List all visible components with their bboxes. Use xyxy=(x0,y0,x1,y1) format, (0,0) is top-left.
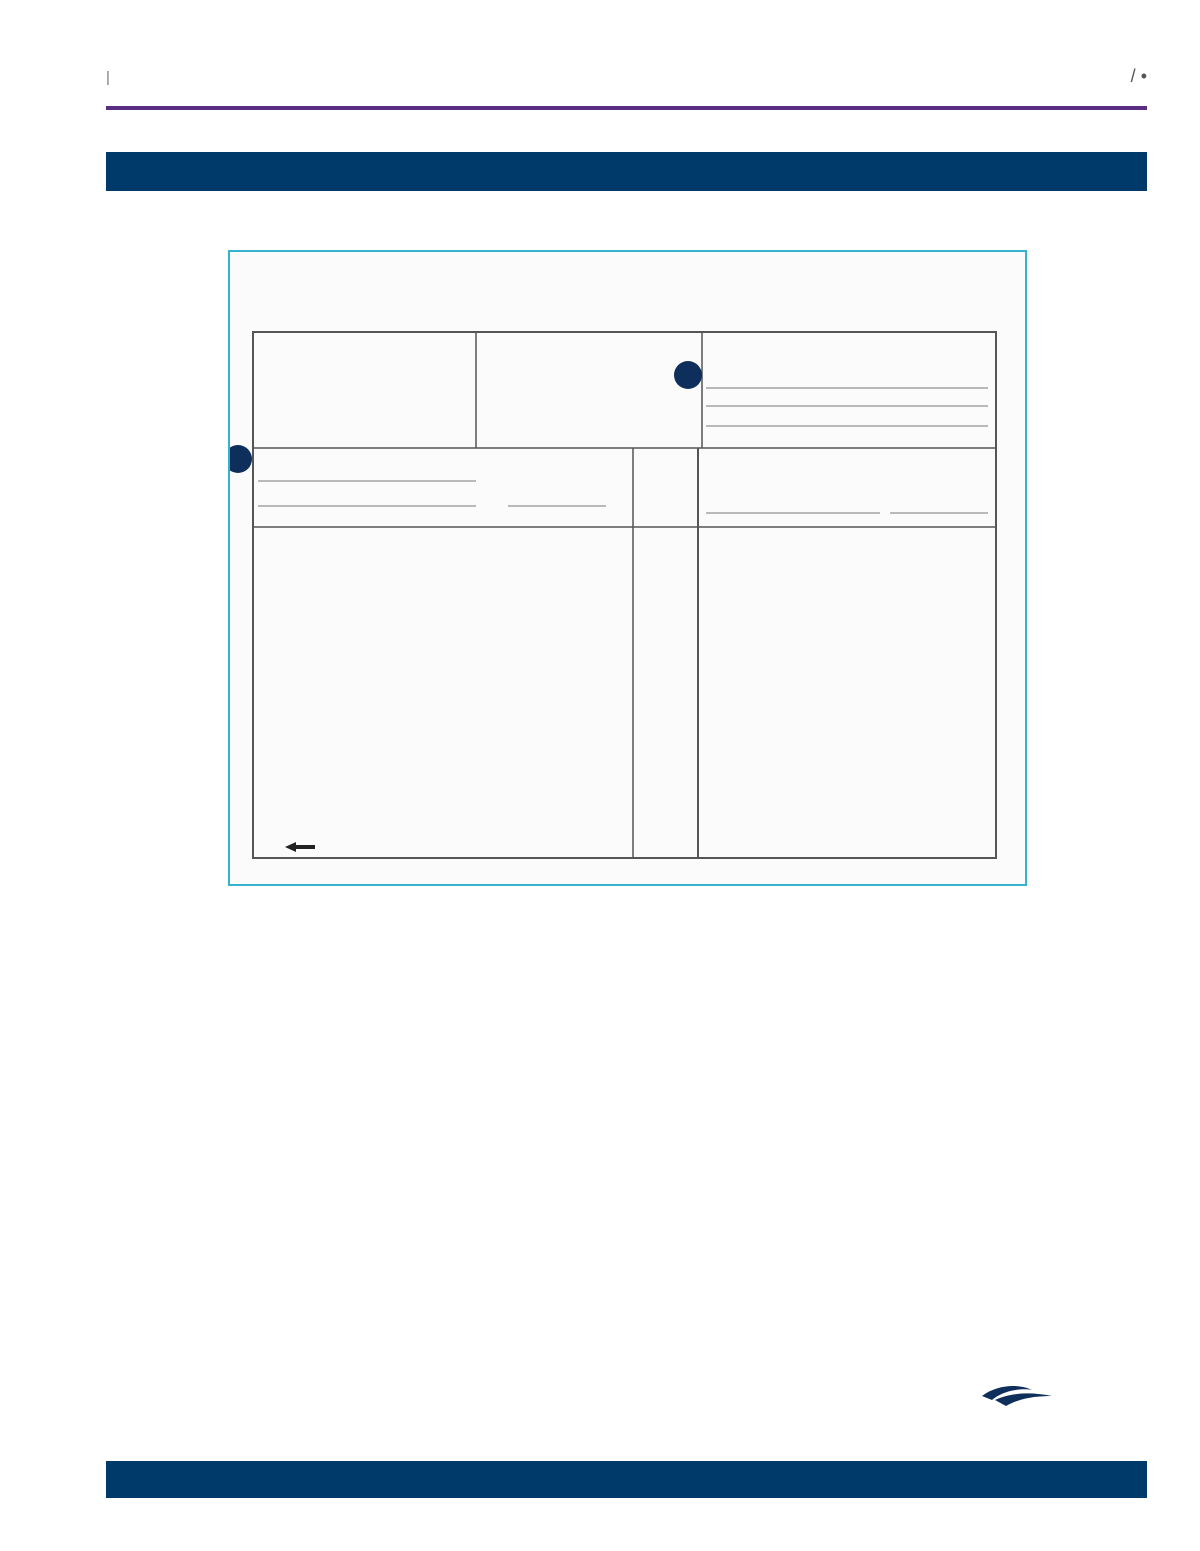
marker-1 xyxy=(230,445,252,473)
top-band xyxy=(106,152,1147,191)
dea-form-svg xyxy=(230,252,1025,884)
header-section-line: / • xyxy=(1130,66,1147,86)
dea-form-image xyxy=(228,250,1027,886)
part2-heading xyxy=(167,925,1047,949)
header-rule xyxy=(106,106,1147,110)
arrow-left-icon xyxy=(285,842,315,852)
instructions xyxy=(167,901,1047,973)
patterson-logo xyxy=(940,1382,1090,1442)
marker-2-circle xyxy=(674,361,702,389)
bottom-band xyxy=(106,1461,1147,1498)
logo-swoosh-icon xyxy=(995,1393,1052,1406)
form-outer-border xyxy=(253,332,996,858)
marker-2 xyxy=(674,361,702,389)
logo-svg xyxy=(940,1382,1090,1442)
part1-heading xyxy=(167,901,1047,925)
marker-1-circle xyxy=(230,445,252,473)
header-brand-line: | xyxy=(106,69,111,86)
